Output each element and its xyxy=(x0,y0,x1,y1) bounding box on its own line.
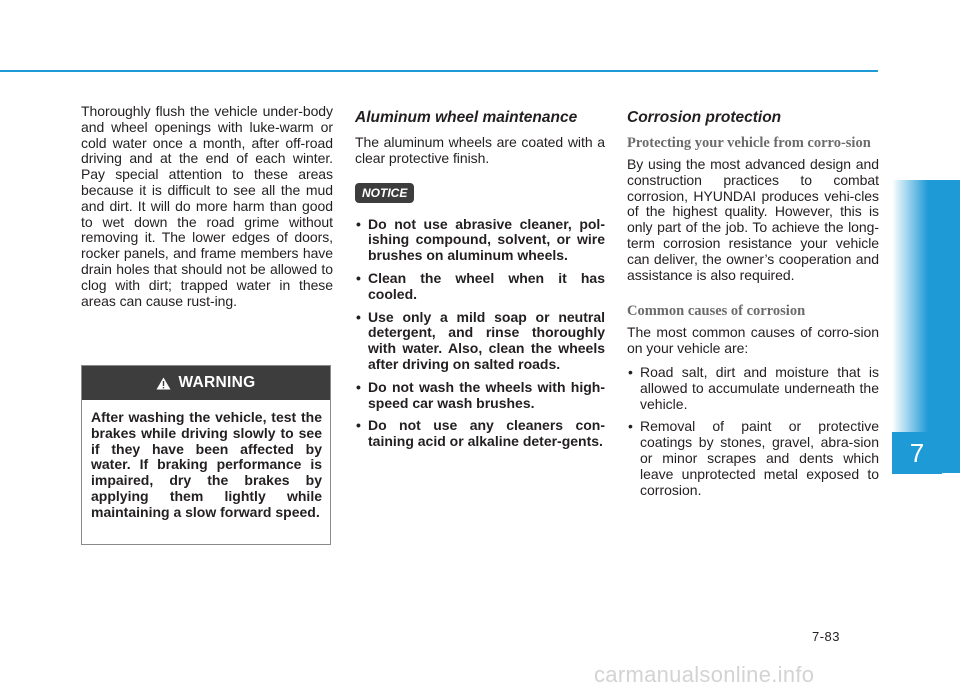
warning-text: After washing the vehicle, test the brakes while driving slowly to see if they have been affected by water. If braking performance is impaired, dry the brakes by applying them lightly while maintaining a slow forward speed. xyxy=(91,409,322,520)
column-middle xyxy=(355,104,605,457)
washing-paragraph: Thoroughly flush the vehicle under-body and wheel openings with luke-warm or cold water once a month, after off-road driving and at the end of each winter. Pay special attention to these areas because it is difficult to see all the mud and dirt. It will do more harm than good to wet down the road grime without removing it. The lower edges of doors, rocker panels, and frame members have drain holes that should not be allowed to clog with dirt; trapped water in these areas can cause rust-ing. xyxy=(81,103,333,309)
protecting-subheading: Protecting your vehicle from corro-sion xyxy=(627,135,871,151)
list-item: • Road salt, dirt and moisture that is allowed to accumulate underneath the vehicle. xyxy=(627,365,879,412)
column-right xyxy=(627,104,879,505)
chapter-side-tab xyxy=(892,180,960,473)
aluminum-wheel-intro: The aluminum wheels are coated with a clear protective finish. xyxy=(355,134,605,166)
notice-list xyxy=(355,217,605,450)
corrosion-heading: Corrosion protection xyxy=(627,109,782,126)
header-rule xyxy=(0,70,878,72)
warning-box xyxy=(81,365,331,545)
list-item: • Use only a mild soap or neutral detergent, and rinse thoroughly with water. Also, clean the wheels after driving on salted roads. xyxy=(355,310,605,373)
list-item: • Do not use abrasive cleaner, pol-ishing compound, solvent, or wire brushes on aluminum wheels. xyxy=(355,217,605,264)
warning-header xyxy=(82,366,330,400)
list-item: • Clean the wheel when it has cooled. xyxy=(355,271,605,303)
aluminum-wheel-heading: Aluminum wheel maintenance xyxy=(355,109,578,126)
list-item: • Do not use any cleaners con-taining acid or alkaline deter-gents. xyxy=(355,418,605,450)
causes-intro: The most common causes of corro-sion on your vehicle are: xyxy=(627,324,879,357)
chapter-title: Maintenance xyxy=(837,339,853,414)
warning-triangle-icon xyxy=(156,377,171,390)
chapter-number: 7 xyxy=(892,432,942,474)
notice-badge: NOTICE xyxy=(355,183,414,203)
list-item: • Removal of paint or protective coatings by stones, gravel, abra-sion or minor scrapes and dents which leave unprotected metal exposed to corrosion. xyxy=(627,419,879,498)
warning-label: WARNING xyxy=(178,374,256,391)
page-number: 7-83 xyxy=(812,629,841,644)
column-left xyxy=(81,104,333,309)
list-item: • Do not wash the wheels with high-speed car wash brushes. xyxy=(355,380,605,412)
protecting-paragraph: By using the most advanced design and construction practices to combat corrosion, HYUNDAI produces vehi-cles of the highest quality. However, this is only part of the job. To achieve the long-term corrosion resistance your vehicle can deliver, the owner’s cooperation and assistance is also required. xyxy=(627,156,879,283)
watermark: carmanualsonline.info xyxy=(594,662,815,687)
causes-subheading: Common causes of corrosion xyxy=(627,303,806,320)
causes-list xyxy=(627,365,879,498)
